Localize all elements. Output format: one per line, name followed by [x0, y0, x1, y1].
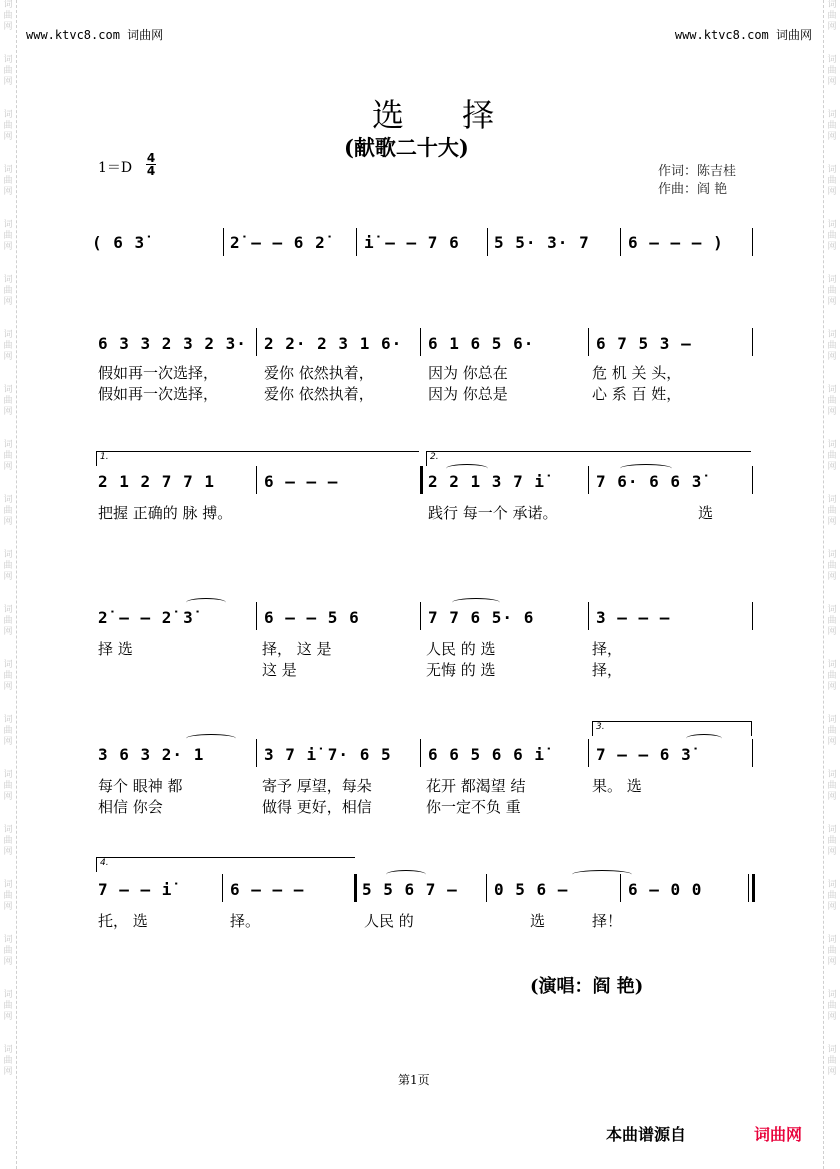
- lyric: 花开 都渴望 结: [426, 777, 526, 795]
- measure: 2 2· 2 3 1 6·: [264, 334, 403, 353]
- watermark-text: 词曲网: [827, 220, 837, 252]
- bar-line: [487, 228, 488, 256]
- lyric: 托， 选: [98, 912, 148, 930]
- bar-line: [420, 328, 421, 356]
- measure: 5 5 6 7 –: [362, 880, 458, 899]
- measure: 0 5 6 –: [494, 880, 569, 899]
- lyricist-credit: 作词：陈吉桂: [658, 164, 737, 179]
- bar-line: [420, 602, 421, 630]
- lyric: 因为 你总是: [428, 385, 508, 403]
- bar-line: [223, 228, 224, 256]
- bar-line: [588, 328, 589, 356]
- time-signature-bottom: 4: [146, 164, 156, 178]
- bar-line: [752, 228, 753, 256]
- lyric: 你一定不负 重: [426, 798, 521, 816]
- lyric: 把握 正确的 脉 搏。: [98, 504, 233, 522]
- bar-line: [752, 739, 753, 767]
- lyric: 无悔 的 选: [426, 661, 496, 679]
- site-url-left[interactable]: www.ktvc8.com 词曲网: [26, 28, 164, 42]
- ending-number: 3.: [596, 722, 605, 732]
- watermark-text: 词曲网: [827, 110, 837, 142]
- watermark-text: 词曲网: [827, 330, 837, 362]
- lyric: 相信 你会: [98, 798, 163, 816]
- watermark-text: 词曲网: [827, 0, 837, 32]
- measure: 2 1 2 7 7 1: [98, 472, 215, 491]
- measure: i̇ – – 7 6: [364, 233, 460, 252]
- bar-line: [588, 602, 589, 630]
- final-bar-line: [752, 874, 755, 902]
- watermark-text: 词曲网: [827, 55, 837, 87]
- bar-line: [752, 328, 753, 356]
- ending-bracket-3: [592, 721, 752, 736]
- watermark-text: 词曲网: [827, 495, 837, 527]
- measure: 3 6 3 2· 1: [98, 745, 205, 764]
- bar-line: [752, 466, 753, 494]
- page-number: 第1页: [398, 1073, 430, 1087]
- measure: 3 7 i̇ 7· 6 5: [264, 745, 392, 764]
- watermark-text: 词曲网: [3, 110, 13, 142]
- right-watermark-strip: [823, 0, 840, 1169]
- bar-line: [256, 739, 257, 767]
- bar-line: [256, 466, 257, 494]
- measure: 2 2 1 3 7 i̇: [428, 472, 545, 491]
- song-title: 选 择: [372, 96, 519, 134]
- measure: 7 – – 6 3̇: [596, 745, 692, 764]
- lyric: 择。: [230, 912, 261, 930]
- lyric: 假如再一次选择，: [98, 385, 219, 403]
- watermark-text: 词曲网: [3, 495, 13, 527]
- lyric: 择，: [592, 661, 623, 679]
- watermark-text: 词曲网: [3, 715, 13, 747]
- measure: 5 5· 3· 7: [494, 233, 590, 252]
- watermark-text: 词曲网: [3, 825, 13, 857]
- lyric: 择，: [592, 640, 623, 658]
- lyric: 假如再一次选择，: [98, 364, 219, 382]
- measure: 6 – – –: [230, 880, 305, 899]
- lyric: 爱你 依然执着，: [264, 385, 374, 403]
- measure: 7 7 6 5· 6: [428, 608, 535, 627]
- bar-line: [588, 466, 589, 494]
- bar-line: [356, 228, 357, 256]
- lyric: 择， 这 是: [262, 640, 332, 658]
- measure: 6 – 0 0: [628, 880, 703, 899]
- watermark-text: 词曲网: [3, 55, 13, 87]
- watermark-text: 词曲网: [827, 880, 837, 912]
- watermark-text: 词曲网: [3, 165, 13, 197]
- watermark-text: 词曲网: [827, 605, 837, 637]
- watermark-text: 词曲网: [3, 440, 13, 472]
- ending-bracket-1: [96, 451, 419, 466]
- watermark-text: 词曲网: [827, 165, 837, 197]
- ending-number: 4.: [100, 858, 109, 868]
- measure: 6 1 6 5 6·: [428, 334, 535, 353]
- repeat-bar-line: [420, 466, 423, 494]
- watermark-text: 词曲网: [3, 1045, 13, 1077]
- measure: 6 3 3 2 3 2 3·: [98, 334, 247, 353]
- brand-link[interactable]: 词曲网: [754, 1125, 803, 1144]
- watermark-text: 词曲网: [3, 880, 13, 912]
- watermark-text: 词曲网: [827, 1045, 837, 1077]
- bar-line: [222, 874, 223, 902]
- measure: 2̇ – – 2̇ 3̇: [98, 608, 194, 627]
- slur: [686, 734, 722, 743]
- slur: [386, 870, 426, 879]
- composer-credit: 作曲：阎 艳: [658, 182, 728, 197]
- ending-number: 1.: [100, 452, 109, 462]
- time-signature-top: 4: [146, 151, 156, 165]
- ending-number: 2.: [430, 452, 439, 462]
- watermark-text: 词曲网: [827, 660, 837, 692]
- bar-line: [748, 874, 749, 902]
- lyric: 选: [698, 504, 714, 522]
- lyric: 人民 的: [364, 912, 414, 930]
- bar-line: [256, 602, 257, 630]
- bar-line: [620, 228, 621, 256]
- watermark-text: 词曲网: [3, 550, 13, 582]
- lyric: 心 系 百 姓，: [592, 385, 682, 403]
- slur: [620, 464, 672, 473]
- left-watermark-strip: [0, 0, 17, 1169]
- watermark-text: 词曲网: [827, 385, 837, 417]
- watermark-text: 词曲网: [3, 770, 13, 802]
- watermark-text: 词曲网: [827, 440, 837, 472]
- lyric: 选: [530, 912, 546, 930]
- slur: [186, 598, 226, 607]
- measure: 2̇ – – 6 2̇: [230, 233, 326, 252]
- song-subtitle: (献歌二十大): [344, 135, 469, 160]
- watermark-text: 词曲网: [3, 660, 13, 692]
- measure: 7 6· 6 6 3̇: [596, 472, 703, 491]
- ending-bracket-4: [96, 857, 355, 872]
- lyric: 每个 眼神 都: [98, 777, 183, 795]
- lyric: 危 机 关 头，: [592, 364, 682, 382]
- key-signature: 1＝D: [98, 160, 133, 176]
- measure: 6 – – 5 6: [264, 608, 360, 627]
- lyric: 爱你 依然执着，: [264, 364, 374, 382]
- lyric: 因为 你总在: [428, 364, 508, 382]
- slur: [446, 464, 488, 473]
- lyric: 这 是: [262, 661, 297, 679]
- lyric: 践行 每一个 承诺。: [428, 504, 558, 522]
- lyric: 做得 更好，相信: [262, 798, 372, 816]
- source-label: 本曲谱源自: [606, 1125, 687, 1144]
- bar-line: [588, 739, 589, 767]
- lyric: 人民 的 选: [426, 640, 496, 658]
- singer-credit: (演唱：阎 艳): [530, 976, 644, 997]
- watermark-text: 词曲网: [3, 605, 13, 637]
- watermark-text: 词曲网: [827, 770, 837, 802]
- watermark-text: 词曲网: [827, 550, 837, 582]
- watermark-text: 词曲网: [3, 275, 13, 307]
- watermark-text: 词曲网: [827, 715, 837, 747]
- bar-line: [420, 739, 421, 767]
- lyric: 择 选: [98, 640, 133, 658]
- time-signature: [146, 152, 156, 177]
- watermark-text: 词曲网: [3, 220, 13, 252]
- watermark-text: 词曲网: [827, 935, 837, 967]
- bar-line: [486, 874, 487, 902]
- measure: 6 7 5 3 –: [596, 334, 692, 353]
- lyric: 择！: [592, 912, 623, 930]
- measure: ( 6 3̇: [92, 233, 146, 252]
- slur: [452, 598, 500, 607]
- watermark-text: 词曲网: [3, 935, 13, 967]
- measure: 3 – – –: [596, 608, 671, 627]
- slur: [572, 870, 632, 879]
- measure: 6 – – –: [264, 472, 339, 491]
- repeat-bar-line: [354, 874, 357, 902]
- watermark-text: 词曲网: [3, 330, 13, 362]
- watermark-text: 词曲网: [827, 825, 837, 857]
- bar-line: [256, 328, 257, 356]
- watermark-text: 词曲网: [827, 275, 837, 307]
- watermark-text: 词曲网: [3, 0, 13, 32]
- measure: 6 6 5 6 6 i̇: [428, 745, 545, 764]
- watermark-text: 词曲网: [3, 385, 13, 417]
- watermark-text: 词曲网: [3, 990, 13, 1022]
- bar-line: [752, 602, 753, 630]
- lyric: 寄予 厚望，每朵: [262, 777, 372, 795]
- slur: [186, 734, 236, 743]
- measure: 7 – – i̇: [98, 880, 173, 899]
- lyric: 果。 选: [592, 777, 642, 795]
- site-url-right[interactable]: www.ktvc8.com 词曲网: [674, 28, 812, 42]
- measure: 6 – – – ): [628, 233, 724, 252]
- watermark-text: 词曲网: [827, 990, 837, 1022]
